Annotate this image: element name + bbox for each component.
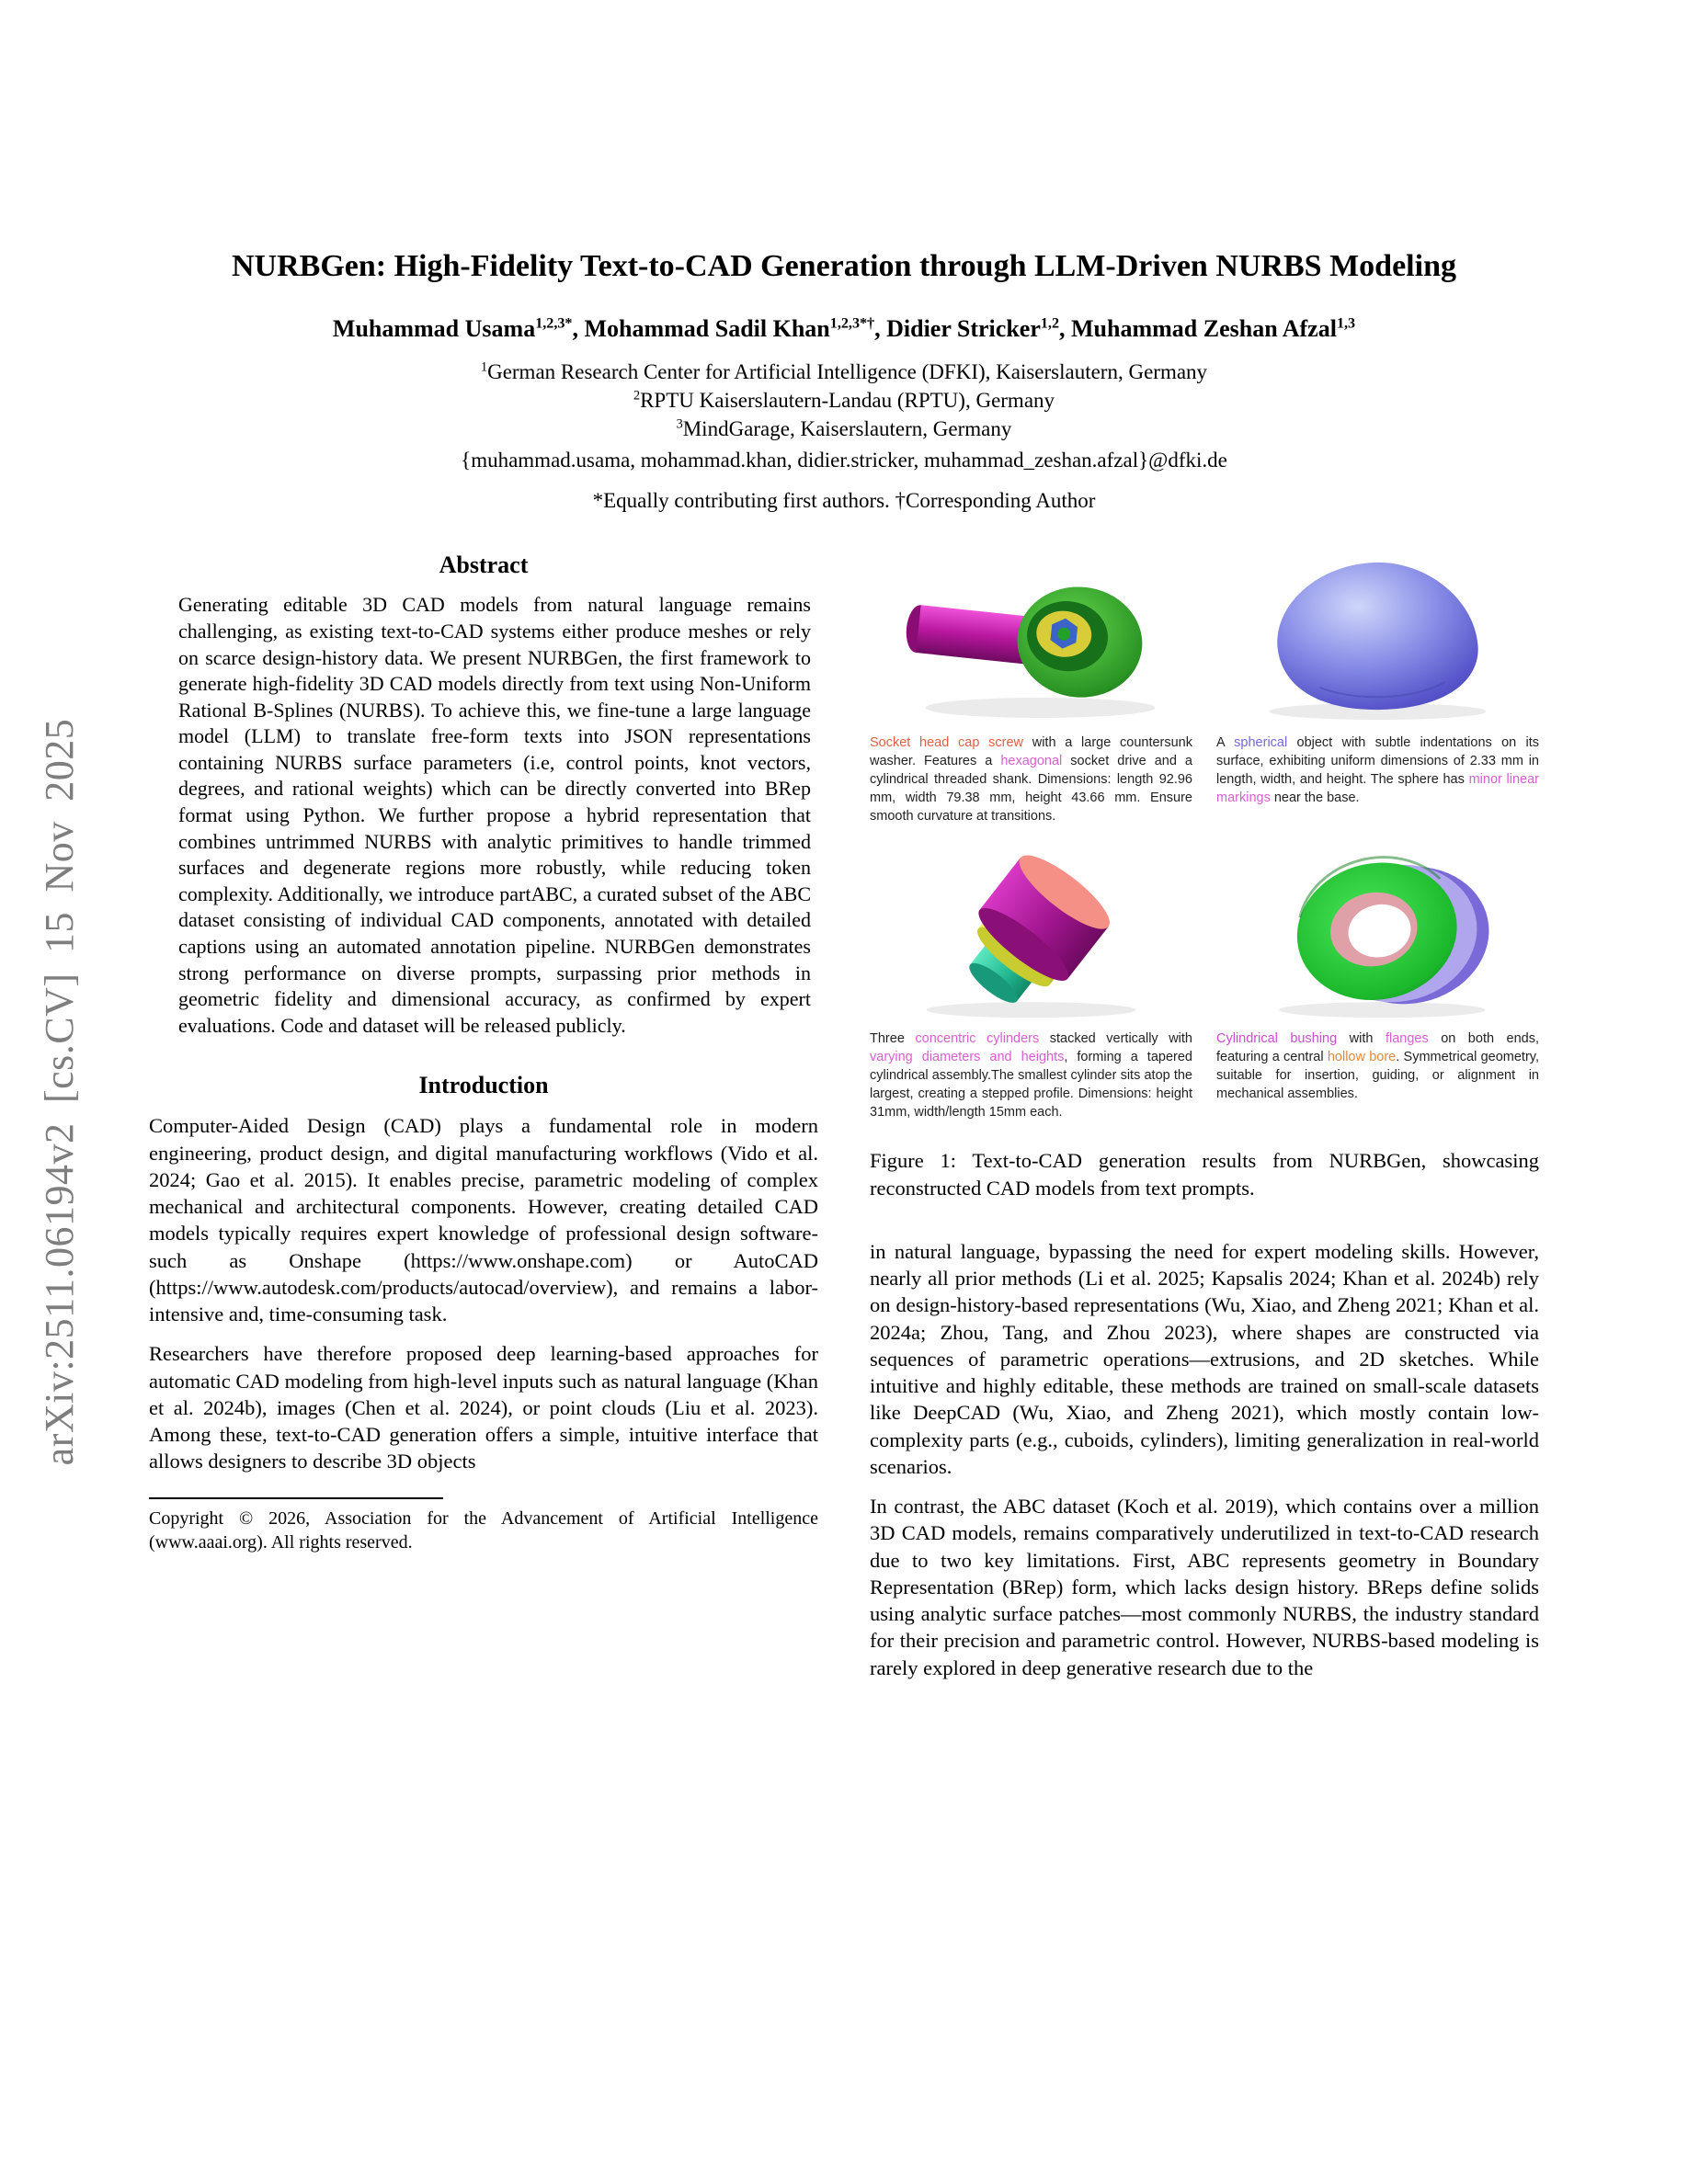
- arxiv-watermark: arXiv:2511.06194v2 [cs.CV] 15 Nov 2025: [37, 718, 82, 1466]
- screw-render-svg: [870, 552, 1192, 726]
- affiliation-2: $^2$RPTU Kaiserslautern-Landau (RPTU), Germany: [633, 388, 1055, 413]
- contribution-note: *Equally contributing first authors. †Corresponding Author: [592, 489, 1096, 513]
- figure-panel-screw: [870, 552, 1192, 825]
- author-3-superscript: 1,2: [1040, 315, 1060, 332]
- figure-1: [870, 552, 1539, 1201]
- author-1: Muhammad Usama$^{1,2,3*}$,: [332, 315, 585, 343]
- stacked-cylinders-render-svg: [870, 847, 1192, 1022]
- paper-title: NURBGen: High-Fidelity Text-to-CAD Generation through LLM-Driven NURBS Modeling: [232, 249, 1456, 283]
- sphere-render-svg: [1216, 552, 1539, 726]
- abstract-heading: Abstract: [439, 552, 529, 579]
- introduction-paragraph-1: Computer-Aided Design (CAD) plays a fundamental role in modern engineering, product design, and digital manufacturing workflows (Vido et al. 2024; Gao et al. 2015). It enables precise, parametric modeling of complex mechanical and architectural components. However, creating detailed CAD models typically requires expert knowledge of professional design software-such as Onshape (https://www.onshape.com) or AutoCAD (https://www.autodesk.com/products/autocad/overview), and remains a labor-intensive and, time-consuming task.: [149, 1114, 818, 1326]
- two-column-body: [149, 552, 1539, 1694]
- email-line: {muhammad.usama, mohammad.khan, didier.stricker, muhammad_zeshan.afzal}@dfki.de: [461, 449, 1227, 472]
- panel-caption-screw: Socket head cap screw with a large countersunk washer. Features a hexagonal socket drive and a cylindrical threaded shank. Dimensions: length 92.96 mm, width 79.38 mm, height 43.66 mm. Ensure smooth curvature at transitions.: [870, 735, 1193, 825]
- panel-caption-bushing: Cylindrical bushing with flanges on both ends, featuring a central hollow bore. Symmetrical geometry, suitable for insertion, guiding, or alignment in mechanical assemblies.: [1216, 1031, 1539, 1102]
- author-4: Muhammad Zeshan Afzal$^{1,3}$: [1071, 315, 1356, 343]
- affiliation-1: $^1$German Research Center for Artificial Intelligence (DFKI), Kaiserslautern, Germany: [480, 359, 1208, 384]
- introduction-paragraph-2: Researchers have therefore proposed deep learning-based approaches for automatic CAD modeling from high-level inputs such as natural language (Khan et al. 2024b), images (Chen et al. 2024), or point clouds (Liu et al. 2023). Among these, text-to-CAD generation offers a simple, intuitive interface that allows designers to describe 3D objects: [149, 1342, 818, 1473]
- authors-line: [246, 311, 1442, 347]
- figure-1-caption: Figure 1: Text-to-CAD generation results from NURBGen, showcasing reconstructed CAD models from text prompts.: [870, 1149, 1539, 1200]
- sphere-render-image: [1216, 552, 1539, 726]
- figure-panel-bushing: [1216, 847, 1539, 1121]
- copyright-footnote: Copyright © 2026, Association for the Advancement of Artificial Intelligence (www.aaai.org). All rights reserved.: [149, 1507, 818, 1553]
- figure-1-panel-grid: [870, 552, 1539, 1121]
- introduction-heading: Introduction: [418, 1072, 549, 1099]
- author-2-superscript: 1,2,3*†: [829, 315, 875, 332]
- author-3: Didier Stricker$^{1,2}$,: [886, 315, 1072, 343]
- screw-render-image: [870, 552, 1192, 726]
- bushing-render-svg: [1216, 847, 1539, 1022]
- author-1-superscript: 1,2,3*: [535, 315, 573, 332]
- author-2: Mohammad Sadil Khan$^{1,2,3*\dagger}$,: [584, 315, 887, 343]
- right-column: [870, 552, 1539, 1694]
- figure-panel-sphere: [1216, 552, 1539, 825]
- footnote-rule: [149, 1497, 443, 1499]
- abstract-body: Generating editable 3D CAD models from natural language remains challenging, as existing text-to-CAD systems either produce meshes or rely on scarce design-history data. We present NURBGen, the first framework to generate high-fidelity 3D CAD models directly from text using Non-Uniform Rational B-Splines (NURBS). To achieve this, we fine-tune a large language model (LLM) to translate free-form texts into JSON representations containing NURBS surface parameters (i.e, control points, knot vectors, degrees, and rational weights) which can be directly converted into BRep format using Python. We further propose a hybrid representation that combines untrimmed NURBS with analytic primitives to handle trimmed surfaces and degenerate regions more robustly, while reducing token complexity. Additionally, we introduce partABC, a curated subset of the ABC dataset consisting of individual CAD components, annotated with detailed captions using an automated annotation pipeline. NURBGen demonstrates strong performance on diverse prompts, surpassing prior methods in geometric fidelity and dimensional accuracy, as confirmed by expert evaluations. Code and dataset will be released publicly.: [178, 593, 811, 1037]
- figure-panel-cylinders: [870, 847, 1192, 1121]
- affiliation-3: $^3$MindGarage, Kaiserslautern, Germany: [676, 416, 1012, 441]
- left-column: [149, 552, 818, 1694]
- bushing-render-image: [1216, 847, 1539, 1022]
- right-column-paragraph-1: in natural language, bypassing the need for expert modeling skills. However, nearly all prior methods (Li et al. 2025; Kapsalis 2024; Khan et al. 2024b) rely on design-history-based representations (Wu, Xiao, and Zheng 2021; Khan et al. 2024a; Zhou, Tang, and Zhou 2023), where shapes are constructed via sequences of parametric operations—extrusions, and 2D sketches. While intuitive and highly editable, these methods are trained on small-scale datasets like DeepCAD (Wu, Xiao, and Zheng 2021), which mostly contain low-complexity parts (e.g., cuboids, cylinders), limiting generalization in real-world scenarios.: [870, 1239, 1539, 1478]
- right-column-paragraph-2: In contrast, the ABC dataset (Koch et al. 2019), which contains over a million 3D CAD models, remains comparatively underutilized in text-to-CAD research due to two key limitations. First, ABC represents geometry in Boundary Representation (BRep) form, which lacks design history. BReps define solids using analytic surface patches—most commonly NURBS, the industry standard for their precision and parametric control. However, NURBS-based modeling is rarely explored in deep generative research due to the: [870, 1495, 1539, 1679]
- stacked-cylinders-render-image: [870, 847, 1192, 1022]
- affiliations-block: [149, 358, 1539, 443]
- panel-caption-sphere: A spherical object with subtle indentations on its surface, exhibiting uniform dimensions of 2.33 mm in length, width, and height. The sphere has minor linear markings near the base.: [1216, 735, 1540, 806]
- author-4-superscript: 1,3: [1336, 315, 1356, 332]
- panel-caption-cylinders: Three concentric cylinders stacked vertically with varying diameters and heights, forming a tapered cylindrical assembly.The smallest cylinder sits atop the largest, creating a stepped profile. Dimensions: height 31mm, width/length 15mm each.: [870, 1031, 1192, 1120]
